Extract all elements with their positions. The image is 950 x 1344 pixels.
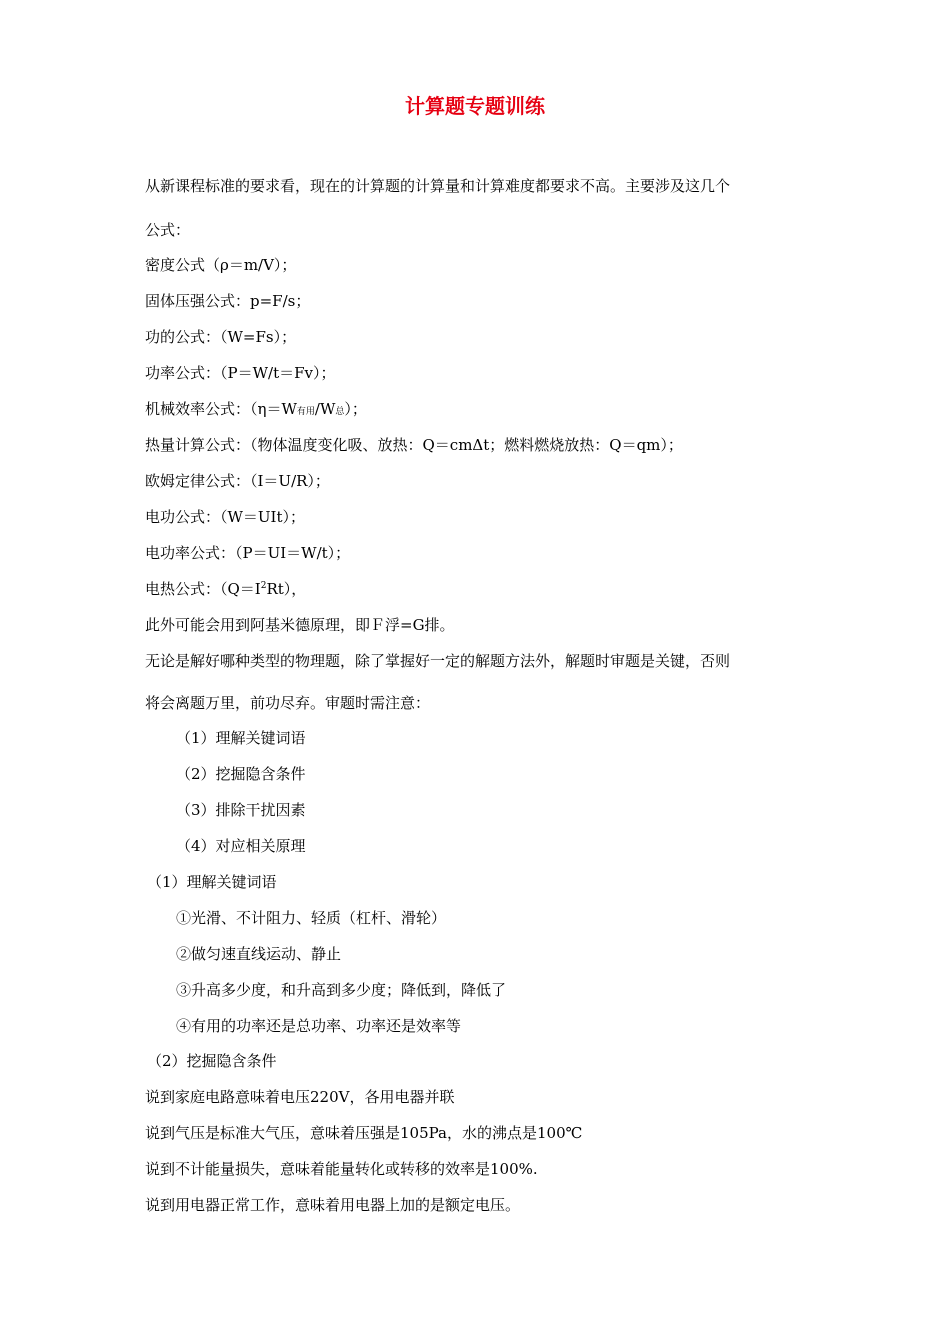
formula-power: 功率公式：（P＝W/t＝Fv）； xyxy=(145,364,336,382)
joule-suffix: Rt）， xyxy=(266,580,307,598)
formula-heat: 热量计算公式：（物体温度变化吸、放热：Q＝cmΔt；燃料燃烧放热：Q＝qm）； xyxy=(145,436,683,454)
formula-pressure: 固体压强公式：p=F/s； xyxy=(145,292,311,310)
efficiency-prefix: 机械效率公式：（η＝W xyxy=(145,400,297,418)
formula-density: 密度公式（ρ＝m/V）； xyxy=(145,256,297,274)
intro-line-1: 从新课程标准的要求看，现在的计算题的计算量和计算难度都要求不高。主要涉及这几个 xyxy=(145,177,731,195)
archimedes-line: 此外可能会用到阿基米德原理，即Ｆ浮=G排。 xyxy=(145,616,455,634)
page-title: 计算题专题训练 xyxy=(405,94,545,118)
formula-electric-work: 电功公式：（W＝UIt）； xyxy=(145,508,306,526)
step-item: （2）挖掘隐含条件 xyxy=(176,765,306,783)
formula-joule xyxy=(145,579,306,599)
efficiency-mid: /W xyxy=(314,400,336,418)
joule-prefix: 电热公式：（Q＝I xyxy=(145,580,261,598)
efficiency-sub-useful: 有用 xyxy=(296,407,315,417)
joule-exponent: 2 xyxy=(260,581,267,591)
step-item: （4）对应相关原理 xyxy=(176,837,306,855)
section1-item: ③升高多少度，和升高到多少度；降低到，降低了 xyxy=(176,981,507,999)
section1-item: ④有用的功率还是总功率、功率还是效率等 xyxy=(176,1017,462,1035)
formula-electric-power: 电功率公式：（P＝UI＝W/t）； xyxy=(145,544,351,562)
section1-item: ①光滑、不计阻力、轻质（杠杆、滑轮） xyxy=(176,909,447,927)
review-line-1: 无论是解好哪种类型的物理题，除了掌握好一定的解题方法外，解题时审题是关键，否则 xyxy=(145,652,731,670)
step-item: （3）排除干扰因素 xyxy=(176,801,306,819)
section2-heading: （2）挖掘隐含条件 xyxy=(147,1052,277,1070)
section2-item: 说到气压是标准大气压，意味着压强是105Pa，水的沸点是100℃ xyxy=(145,1124,583,1142)
formula-work: 功的公式：（W=Fs）； xyxy=(145,328,297,346)
section2-item: 说到家庭电路意味着电压220V，各用电器并联 xyxy=(145,1088,455,1106)
review-line-2: 将会离题万里，前功尽弃。审题时需注意： xyxy=(145,694,431,712)
step-item: （1）理解关键词语 xyxy=(176,729,306,747)
formula-ohm: 欧姆定律公式：（I＝U/R）； xyxy=(145,472,330,490)
intro-line-2: 公式： xyxy=(145,221,191,239)
efficiency-suffix: ）； xyxy=(344,400,367,418)
section2-item: 说到不计能量损失，意味着能量转化或转移的效率是100%. xyxy=(145,1160,538,1178)
section2-item: 说到用电器正常工作，意味着用电器上加的是额定电压。 xyxy=(145,1196,521,1214)
section1-heading: （1）理解关键词语 xyxy=(147,873,277,891)
formula-efficiency xyxy=(145,399,367,422)
section1-item: ②做匀速直线运动、静止 xyxy=(176,945,342,963)
efficiency-sub-total: 总 xyxy=(335,407,345,417)
